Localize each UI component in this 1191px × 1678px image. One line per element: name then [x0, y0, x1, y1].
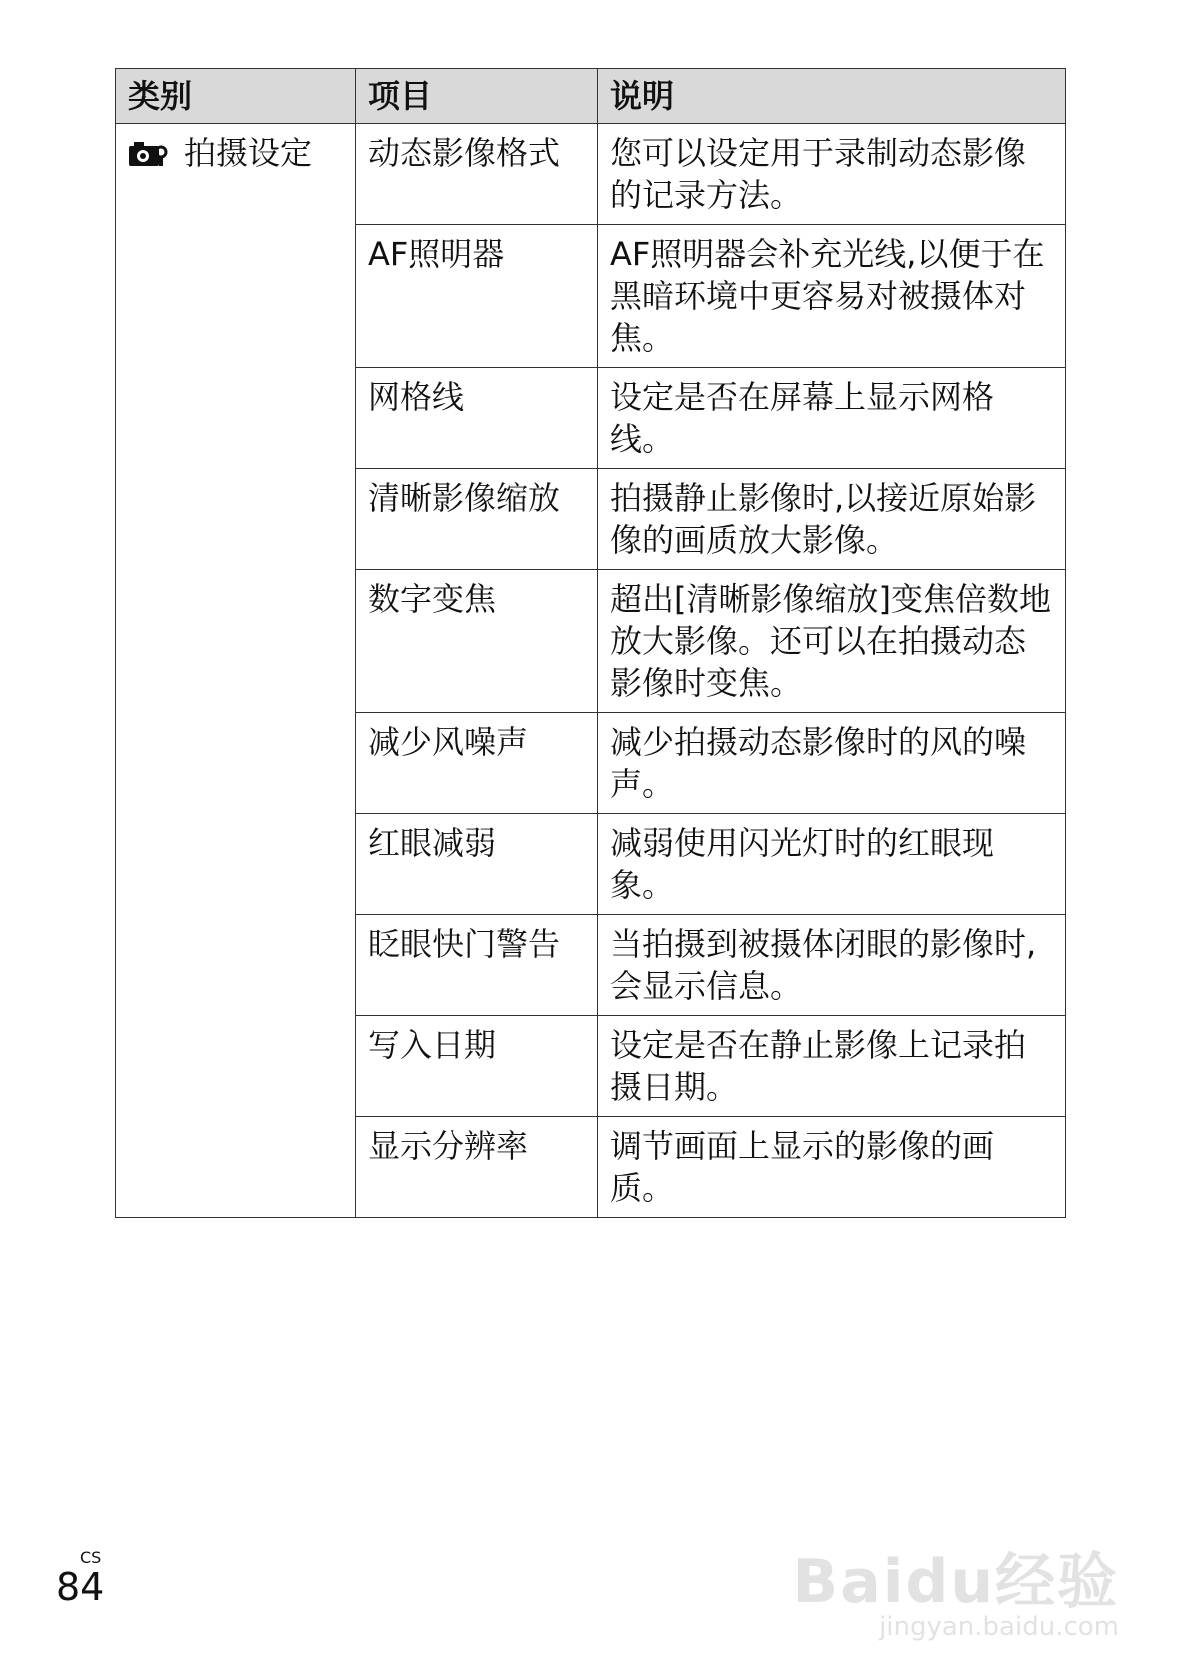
watermark [792, 1547, 1119, 1642]
description-cell: 您可以设定用于录制动态影像的记录方法。 [598, 124, 1066, 225]
page-language-code: CS [80, 1548, 102, 1567]
settings-table [115, 68, 1066, 1218]
item-cell: 红眼减弱 [356, 814, 598, 915]
watermark-url: jingyan.baidu.com [879, 1612, 1119, 1642]
watermark-logo-text: Baidu经验 [792, 1547, 1119, 1617]
category-label: 拍摄设定 [184, 134, 313, 172]
description-cell: 调节画面上显示的影像的画质。 [598, 1117, 1066, 1218]
description-cell: 当拍摄到被摄体闭眼的影像时,会显示信息。 [598, 915, 1066, 1016]
table-row [116, 124, 1066, 225]
description-cell: AF照明器会补充光线,以便于在黑暗环境中更容易对被摄体对焦。 [598, 225, 1066, 368]
description-cell: 设定是否在屏幕上显示网格线。 [598, 368, 1066, 469]
item-cell: 清晰影像缩放 [356, 469, 598, 570]
item-cell: 眨眼快门警告 [356, 915, 598, 1016]
category-cell [116, 124, 356, 1218]
item-cell: 减少风噪声 [356, 713, 598, 814]
description-cell: 拍摄静止影像时,以接近原始影像的画质放大影像。 [598, 469, 1066, 570]
header-item: 项目 [356, 69, 598, 124]
description-cell: 减少拍摄动态影像时的风的噪声。 [598, 713, 1066, 814]
settings-table-container [115, 68, 1065, 1218]
description-cell: 设定是否在静止影像上记录拍摄日期。 [598, 1016, 1066, 1117]
item-cell: 网格线 [356, 368, 598, 469]
header-description: 说明 [598, 69, 1066, 124]
header-category: 类别 [116, 69, 356, 124]
description-cell: 超出[清晰影像缩放]变焦倍数地放大影像。还可以在拍摄动态影像时变焦。 [598, 570, 1066, 713]
item-cell: AF照明器 [356, 225, 598, 368]
item-cell: 数字变焦 [356, 570, 598, 713]
description-cell: 减弱使用闪光灯时的红眼现象。 [598, 814, 1066, 915]
item-cell: 动态影像格式 [356, 124, 598, 225]
table-header-row [116, 69, 1066, 124]
item-cell: 显示分辨率 [356, 1117, 598, 1218]
page-number: 84 [56, 1565, 105, 1609]
camera-settings-icon [128, 136, 170, 178]
item-cell: 写入日期 [356, 1016, 598, 1117]
